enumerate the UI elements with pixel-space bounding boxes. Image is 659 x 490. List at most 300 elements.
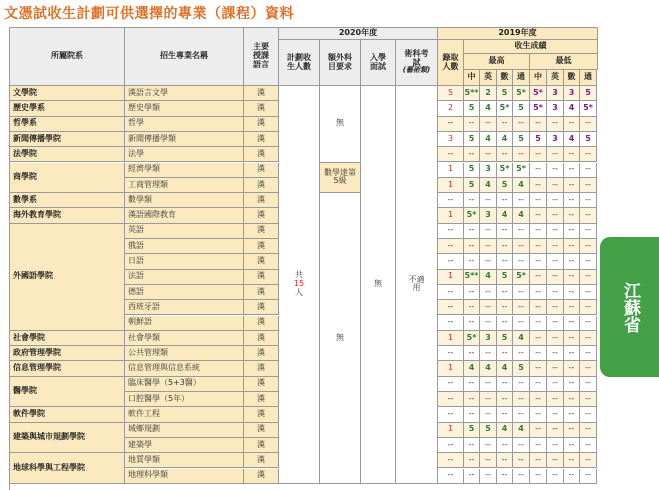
- major-cell: 臨床醫學（5+3醫）: [125, 377, 244, 392]
- major-cell: 漢語國際教育: [125, 208, 244, 223]
- extra-none-top: 無: [320, 86, 361, 163]
- lang-cell: 漢: [244, 193, 279, 208]
- score-cell: --: [513, 377, 530, 392]
- score-cell: --: [580, 270, 597, 285]
- score-cell: 5: [513, 132, 530, 147]
- score-cell: --: [580, 163, 597, 178]
- dept-cell: 文學院: [10, 86, 125, 101]
- admit-cell: --: [438, 193, 464, 208]
- lang-cell: 漢: [244, 361, 279, 376]
- score-cell: --: [464, 438, 480, 453]
- score-cell: --: [530, 361, 547, 376]
- score-cell: --: [530, 331, 547, 346]
- score-cell: 4: [513, 331, 530, 346]
- score-cell: --: [530, 117, 547, 132]
- lang-cell: 漢: [244, 377, 279, 392]
- header-subject-2: 數: [497, 70, 513, 86]
- admit-cell: --: [438, 438, 464, 453]
- score-cell: --: [564, 361, 580, 376]
- score-cell: --: [497, 147, 513, 162]
- score-cell: --: [547, 346, 564, 361]
- lang-cell: 漢: [244, 453, 279, 468]
- score-cell: --: [580, 407, 597, 422]
- score-cell: --: [564, 254, 580, 269]
- major-cell: 朝鮮語: [125, 316, 244, 331]
- lang-cell: 漢: [244, 132, 279, 147]
- header-art-note: (藝術類): [402, 66, 431, 75]
- major-cell: 經濟學類: [125, 163, 244, 178]
- lang-cell: 漢: [244, 469, 279, 484]
- score-cell: --: [564, 423, 580, 438]
- score-cell: 5*: [580, 101, 597, 116]
- score-cell: 3: [547, 101, 564, 116]
- score-cell: --: [547, 117, 564, 132]
- score-cell: --: [564, 193, 580, 208]
- admit-cell: --: [438, 316, 464, 331]
- major-cell: 建築學: [125, 438, 244, 453]
- header-subject-5: 英: [547, 70, 564, 86]
- score-cell: --: [547, 239, 564, 254]
- score-cell: 4: [497, 361, 513, 376]
- major-cell: 哲學: [125, 117, 244, 132]
- quota-merged: [279, 86, 320, 484]
- admit-cell: --: [438, 147, 464, 162]
- major-cell: 工商管理類: [125, 178, 244, 193]
- lang-cell: 漢: [244, 163, 279, 178]
- score-cell: --: [547, 208, 564, 223]
- score-cell: --: [480, 117, 497, 132]
- province-label: 江蘇省: [619, 281, 640, 333]
- major-cell: 德語: [125, 285, 244, 300]
- dept-cell: 商學院: [10, 163, 125, 194]
- admit-cell: --: [438, 453, 464, 468]
- score-cell: --: [530, 163, 547, 178]
- score-cell: --: [480, 392, 497, 407]
- major-cell: 英語: [125, 224, 244, 239]
- major-cell: 信息管理與信息系統: [125, 361, 244, 376]
- score-cell: --: [580, 316, 597, 331]
- score-cell: --: [480, 147, 497, 162]
- admit-cell: 1: [438, 163, 464, 178]
- score-cell: 5: [580, 86, 597, 101]
- score-cell: --: [580, 117, 597, 132]
- lang-cell: 漢: [244, 86, 279, 101]
- lang-cell: 漢: [244, 392, 279, 407]
- score-cell: --: [480, 254, 497, 269]
- admit-cell: 2: [438, 101, 464, 116]
- score-cell: --: [497, 239, 513, 254]
- score-cell: 3: [480, 331, 497, 346]
- score-cell: --: [513, 117, 530, 132]
- score-cell: --: [497, 300, 513, 315]
- score-cell: 4: [480, 132, 497, 147]
- score-cell: --: [464, 300, 480, 315]
- score-cell: --: [513, 224, 530, 239]
- score-cell: --: [547, 438, 564, 453]
- admit-cell: 1: [438, 331, 464, 346]
- score-cell: --: [564, 453, 580, 468]
- major-cell: 俄語: [125, 239, 244, 254]
- art-merged: 不適用: [396, 86, 438, 484]
- admit-cell: --: [438, 377, 464, 392]
- score-cell: --: [580, 147, 597, 162]
- lang-cell: 漢: [244, 178, 279, 193]
- score-cell: --: [480, 407, 497, 422]
- score-cell: --: [480, 316, 497, 331]
- score-cell: --: [564, 117, 580, 132]
- score-cell: --: [480, 285, 497, 300]
- score-cell: 3: [547, 132, 564, 147]
- score-cell: --: [530, 254, 547, 269]
- admit-cell: --: [438, 392, 464, 407]
- dept-cell: 歷史學系: [10, 101, 125, 116]
- score-cell: --: [464, 377, 480, 392]
- score-cell: --: [480, 377, 497, 392]
- score-cell: 5*: [464, 331, 480, 346]
- score-cell: 5: [497, 178, 513, 193]
- score-cell: --: [580, 469, 597, 484]
- score-cell: --: [464, 147, 480, 162]
- header-dept: 所屬院系: [10, 28, 125, 86]
- score-cell: --: [530, 300, 547, 315]
- score-cell: --: [564, 392, 580, 407]
- lang-cell: 漢: [244, 407, 279, 422]
- score-cell: 5: [513, 101, 530, 116]
- score-cell: 5: [480, 423, 497, 438]
- score-cell: --: [513, 469, 530, 484]
- extra-math: 數學達第5級: [320, 163, 361, 194]
- score-cell: 3: [480, 163, 497, 178]
- admit-cell: --: [438, 300, 464, 315]
- score-cell: --: [530, 453, 547, 468]
- score-cell: --: [497, 346, 513, 361]
- province-side-tab: [600, 237, 659, 377]
- score-cell: 5: [530, 132, 547, 147]
- dept-cell: 哲學系: [10, 117, 125, 132]
- score-cell: 5: [580, 132, 597, 147]
- admit-cell: 5: [438, 86, 464, 101]
- score-cell: --: [480, 438, 497, 453]
- header-subject-1: 英: [480, 70, 497, 86]
- score-cell: --: [530, 438, 547, 453]
- score-cell: --: [513, 147, 530, 162]
- score-cell: 3: [564, 86, 580, 101]
- major-cell: 地質學類: [125, 453, 244, 468]
- score-cell: 3: [480, 208, 497, 223]
- score-cell: --: [513, 453, 530, 468]
- score-cell: --: [464, 193, 480, 208]
- score-cell: --: [497, 453, 513, 468]
- score-cell: --: [464, 407, 480, 422]
- score-cell: --: [547, 423, 564, 438]
- major-cell: 西班牙語: [125, 300, 244, 315]
- score-cell: --: [580, 438, 597, 453]
- major-cell: 公共管理類: [125, 346, 244, 361]
- major-cell: 漢語言文學: [125, 86, 244, 101]
- score-cell: --: [564, 438, 580, 453]
- score-cell: 5*: [530, 86, 547, 101]
- score-cell: --: [497, 117, 513, 132]
- score-cell: --: [513, 392, 530, 407]
- lang-cell: 漢: [244, 316, 279, 331]
- score-cell: 5*: [530, 101, 547, 116]
- major-cell: 新聞傳播學類: [125, 132, 244, 147]
- score-cell: --: [564, 178, 580, 193]
- admit-cell: --: [438, 117, 464, 132]
- score-cell: 4: [480, 101, 497, 116]
- score-cell: 4: [497, 423, 513, 438]
- score-cell: --: [530, 469, 547, 484]
- score-cell: --: [530, 270, 547, 285]
- score-cell: --: [530, 208, 547, 223]
- score-cell: --: [513, 438, 530, 453]
- score-cell: --: [564, 147, 580, 162]
- score-cell: 5*: [497, 101, 513, 116]
- lang-cell: 漢: [244, 438, 279, 453]
- score-cell: --: [464, 346, 480, 361]
- score-cell: --: [464, 254, 480, 269]
- score-cell: --: [480, 224, 497, 239]
- score-cell: --: [564, 239, 580, 254]
- header-quota: 計劃收生人數: [279, 40, 320, 86]
- score-cell: --: [464, 316, 480, 331]
- score-cell: --: [513, 254, 530, 269]
- admit-cell: --: [438, 285, 464, 300]
- admit-cell: --: [438, 469, 464, 484]
- score-cell: --: [580, 239, 597, 254]
- score-cell: --: [547, 392, 564, 407]
- score-cell: --: [580, 178, 597, 193]
- major-cell: 日語: [125, 254, 244, 269]
- major-cell: 口腔醫學（5年）: [125, 392, 244, 407]
- score-cell: --: [580, 423, 597, 438]
- admit-cell: --: [438, 346, 464, 361]
- score-cell: --: [513, 193, 530, 208]
- score-cell: 4: [564, 132, 580, 147]
- score-cell: --: [547, 377, 564, 392]
- admit-cell: --: [438, 224, 464, 239]
- score-cell: --: [464, 469, 480, 484]
- score-cell: 2: [480, 86, 497, 101]
- dept-cell: 建築與城市規劃學院: [10, 423, 125, 454]
- score-cell: --: [547, 163, 564, 178]
- score-cell: --: [580, 208, 597, 223]
- score-cell: --: [497, 469, 513, 484]
- score-cell: 5: [497, 270, 513, 285]
- score-cell: 4: [497, 208, 513, 223]
- score-cell: 4: [497, 132, 513, 147]
- score-cell: --: [513, 407, 530, 422]
- header-art: [396, 40, 438, 86]
- score-cell: 5: [497, 331, 513, 346]
- page-title: 文憑試收生計劃可供選擇的專業（課程）資料: [4, 6, 294, 22]
- major-cell: 地理科學類: [125, 469, 244, 484]
- lang-cell: 漢: [244, 208, 279, 223]
- header-subject-7: 通: [580, 70, 597, 86]
- score-cell: --: [464, 392, 480, 407]
- score-cell: 4: [513, 208, 530, 223]
- score-cell: --: [464, 239, 480, 254]
- header-subject-6: 數: [564, 70, 580, 86]
- score-cell: --: [547, 331, 564, 346]
- admit-cell: --: [438, 239, 464, 254]
- admit-cell: 1: [438, 361, 464, 376]
- score-cell: --: [580, 285, 597, 300]
- score-cell: --: [530, 178, 547, 193]
- header-subject-3: 通: [513, 70, 530, 86]
- lang-cell: 漢: [244, 423, 279, 438]
- score-cell: --: [547, 453, 564, 468]
- score-cell: 4: [480, 270, 497, 285]
- interview-merged: 無: [361, 86, 396, 484]
- score-cell: --: [530, 239, 547, 254]
- quota-quota_unit: 人: [295, 287, 303, 297]
- score-cell: --: [530, 147, 547, 162]
- score-cell: --: [564, 163, 580, 178]
- header-subject-4: 中: [530, 70, 547, 86]
- score-cell: 5: [497, 86, 513, 101]
- major-cell: 城鄉規劃: [125, 423, 244, 438]
- dept-cell: 海外教育學院: [10, 208, 125, 223]
- score-cell: --: [564, 377, 580, 392]
- dept-cell: 醫學院: [10, 377, 125, 408]
- score-cell: --: [464, 224, 480, 239]
- score-cell: --: [547, 270, 564, 285]
- score-cell: 5*: [513, 270, 530, 285]
- score-cell: --: [547, 285, 564, 300]
- score-cell: 4: [513, 423, 530, 438]
- score-cell: --: [513, 316, 530, 331]
- score-cell: --: [464, 453, 480, 468]
- score-cell: 5: [464, 163, 480, 178]
- score-cell: --: [547, 254, 564, 269]
- lang-cell: 漢: [244, 117, 279, 132]
- score-cell: 5: [513, 361, 530, 376]
- score-cell: --: [497, 316, 513, 331]
- score-cell: 4: [480, 178, 497, 193]
- dept-cell: 軟件學院: [10, 407, 125, 422]
- score-cell: --: [480, 453, 497, 468]
- dept-cell: 政府管理學院: [10, 346, 125, 361]
- score-cell: --: [464, 117, 480, 132]
- score-cell: --: [513, 285, 530, 300]
- score-cell: 4: [464, 361, 480, 376]
- admit-cell: 1: [438, 270, 464, 285]
- dept-cell: 新聞傳播學院: [10, 132, 125, 147]
- score-cell: 5: [464, 132, 480, 147]
- dept-cell: 法學院: [10, 147, 125, 162]
- score-cell: --: [480, 346, 497, 361]
- lang-cell: 漢: [244, 101, 279, 116]
- score-cell: --: [580, 346, 597, 361]
- score-cell: --: [547, 407, 564, 422]
- score-cell: 5*: [497, 163, 513, 178]
- score-cell: --: [564, 346, 580, 361]
- header-2020: 2020年度: [279, 28, 438, 40]
- dept-cell: 地球科學與工程學院: [10, 453, 125, 484]
- score-cell: --: [530, 392, 547, 407]
- score-cell: --: [580, 331, 597, 346]
- score-cell: --: [480, 469, 497, 484]
- admit-cell: 1: [438, 208, 464, 223]
- score-cell: --: [497, 193, 513, 208]
- score-cell: --: [530, 285, 547, 300]
- score-cell: --: [513, 300, 530, 315]
- major-cell: 法學: [125, 147, 244, 162]
- score-cell: --: [497, 254, 513, 269]
- score-cell: --: [480, 239, 497, 254]
- score-cell: 4: [564, 101, 580, 116]
- score-cell: --: [530, 193, 547, 208]
- score-cell: --: [564, 316, 580, 331]
- score-cell: --: [564, 285, 580, 300]
- lang-cell: 漢: [244, 285, 279, 300]
- score-cell: 3: [547, 86, 564, 101]
- score-cell: 5**: [464, 270, 480, 285]
- score-cell: --: [497, 392, 513, 407]
- header-low: 最低: [530, 54, 598, 70]
- score-cell: 5: [464, 423, 480, 438]
- admit-cell: --: [438, 254, 464, 269]
- dept-cell: 外國語學院: [10, 224, 125, 331]
- major-cell: 數學類: [125, 193, 244, 208]
- admit-cell: --: [438, 407, 464, 422]
- header-interview: 入學面試: [361, 40, 396, 86]
- score-cell: --: [530, 316, 547, 331]
- lang-cell: 漢: [244, 254, 279, 269]
- score-cell: 5**: [464, 86, 480, 101]
- header-admit: 錄取人數: [438, 40, 464, 86]
- admit-cell: 1: [438, 423, 464, 438]
- major-cell: 軟件工程: [125, 407, 244, 422]
- lang-cell: 漢: [244, 331, 279, 346]
- score-cell: --: [580, 377, 597, 392]
- quota-quota_total: 共: [295, 270, 303, 280]
- score-cell: --: [547, 469, 564, 484]
- admit-cell: 3: [438, 132, 464, 147]
- score-cell: 5*: [464, 208, 480, 223]
- score-cell: 5*: [513, 163, 530, 178]
- score-cell: --: [547, 193, 564, 208]
- score-cell: --: [580, 224, 597, 239]
- major-cell: 歷史學類: [125, 101, 244, 116]
- score-cell: --: [513, 239, 530, 254]
- score-cell: --: [580, 193, 597, 208]
- score-cell: --: [497, 377, 513, 392]
- header-high: 最高: [464, 54, 530, 70]
- score-cell: --: [564, 469, 580, 484]
- score-cell: --: [564, 331, 580, 346]
- score-cell: --: [530, 423, 547, 438]
- lang-cell: 漢: [244, 270, 279, 285]
- score-cell: --: [564, 208, 580, 223]
- score-cell: --: [497, 285, 513, 300]
- dept-cell: 社會學院: [10, 331, 125, 346]
- score-cell: --: [564, 407, 580, 422]
- score-cell: --: [580, 254, 597, 269]
- lang-cell: 漢: [244, 224, 279, 239]
- lang-cell: 漢: [244, 346, 279, 361]
- admit-cell: 1: [438, 178, 464, 193]
- header-subject-0: 中: [464, 70, 480, 86]
- score-cell: --: [497, 224, 513, 239]
- quota-quota_num: 15: [293, 279, 305, 288]
- score-cell: --: [580, 453, 597, 468]
- major-cell: 法語: [125, 270, 244, 285]
- score-cell: --: [530, 346, 547, 361]
- score-cell: --: [513, 346, 530, 361]
- score-cell: --: [564, 300, 580, 315]
